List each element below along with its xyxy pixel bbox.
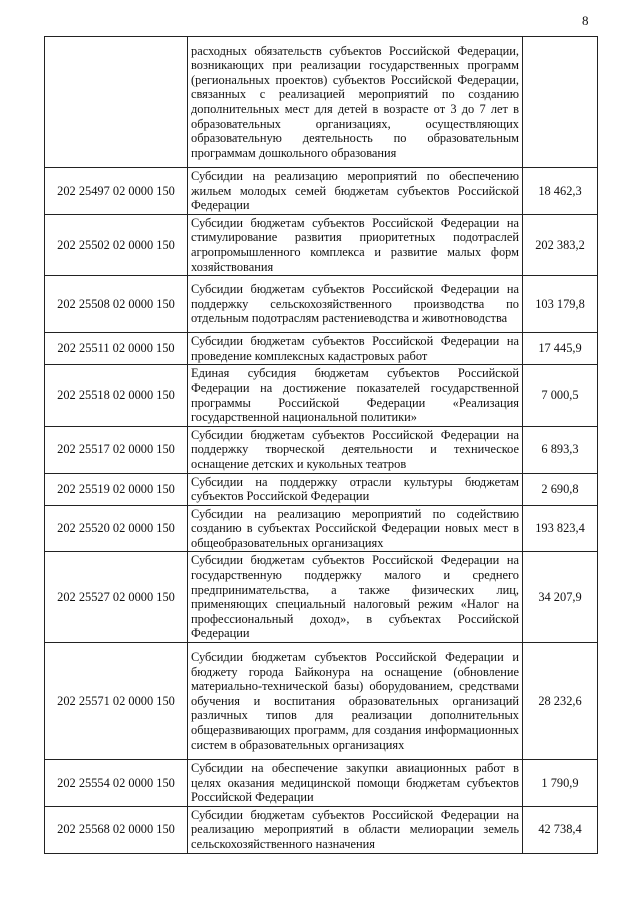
description-cell: Субсидии бюджетам субъектов Российской Федерации на государственную поддержку малого и среднего предпринимательства, а также физических лиц, применяющих специальный налоговый режим «Налог на профессиональный доход», в субъектах Российской Федерации [188,552,523,643]
amount-cell: 7 000,5 [523,365,598,426]
code-cell [45,37,188,168]
description-cell: Единая субсидия бюджетам субъектов Российской Федерации на достижение показателей государственной программы Российской Федерации «Реализация государственной национальной политики» [188,365,523,426]
code-cell: 202 25554 02 0000 150 [45,760,188,807]
amount-cell: 103 179,8 [523,276,598,333]
description-cell: расходных обязательств субъектов Российской Федерации, возникающих при реализации государственных программ (региональных проектов) субъектов Российской Федерации, связанных с реализацией мероприятий по созданию дополнительных мест для детей в возрасте от 3 до 7 лет в образовательных организациях, осуществляющих образовательную деятельность по образовательным программам дошкольного образования [188,37,523,168]
amount-cell: 18 462,3 [523,168,598,215]
table-row [45,333,598,365]
code-cell: 202 25508 02 0000 150 [45,276,188,333]
amount-cell: 2 690,8 [523,473,598,505]
description-cell: Субсидии бюджетам субъектов Российской Федерации на поддержку сельскохозяйственного производства по отдельным подотраслям растениеводства и животноводства [188,276,523,333]
amount-cell: 1 790,9 [523,760,598,807]
description-cell: Субсидии на реализацию мероприятий по содействию созданию в субъектах Российской Федерации новых мест в общеобразовательных организациях [188,505,523,552]
amount-cell: 42 738,4 [523,806,598,853]
amount-cell: 193 823,4 [523,505,598,552]
table-row [45,806,598,853]
description-cell: Субсидии бюджетам субъектов Российской Федерации на реализацию мероприятий в области мелиорации земель сельскохозяйственного назначения [188,806,523,853]
code-cell: 202 25519 02 0000 150 [45,473,188,505]
code-cell: 202 25527 02 0000 150 [45,552,188,643]
code-cell: 202 25520 02 0000 150 [45,505,188,552]
description-cell: Субсидии бюджетам субъектов Российской Федерации и бюджету города Байконура на оснащение (обновление материально-технической базы) оборудованием, средствами обучения и воспитания образовательных организаций различных типов для реализации дополнительных общеразвивающих программ, для создания информационных систем в образовательных организациях [188,643,523,760]
table-row [45,214,598,275]
amount-cell [523,37,598,168]
description-cell: Субсидии бюджетам субъектов Российской Федерации на проведение комплексных кадастровых работ [188,333,523,365]
table-row [45,643,598,760]
code-cell: 202 25571 02 0000 150 [45,643,188,760]
description-cell: Субсидии на обеспечение закупки авиационных работ в целях оказания медицинской помощи бюджетам субъектов Российской Федерации [188,760,523,807]
budget-revenue-table [44,36,598,854]
description-cell: Субсидии бюджетам субъектов Российской Федерации на поддержку творческой деятельности и техническое оснащение детских и кукольных театров [188,426,523,473]
table-row [45,426,598,473]
description-cell: Субсидии на поддержку отрасли культуры бюджетам субъектов Российской Федерации [188,473,523,505]
table-row [45,365,598,426]
code-cell: 202 25497 02 0000 150 [45,168,188,215]
table-row [45,760,598,807]
amount-cell: 34 207,9 [523,552,598,643]
amount-cell: 6 893,3 [523,426,598,473]
table-row [45,505,598,552]
page-number: 8 [582,13,589,28]
table-row [45,473,598,505]
description-cell: Субсидии на реализацию мероприятий по обеспечению жильем молодых семей бюджетам субъектов Российской Федерации [188,168,523,215]
code-cell: 202 25517 02 0000 150 [45,426,188,473]
table-body [45,37,598,854]
amount-cell: 28 232,6 [523,643,598,760]
table-row [45,37,598,168]
table-row [45,168,598,215]
description-cell: Субсидии бюджетам субъектов Российской Федерации на стимулирование развития приоритетных подотраслей агропромышленного комплекса и развитие малых форм хозяйствования [188,214,523,275]
code-cell: 202 25518 02 0000 150 [45,365,188,426]
table-row [45,276,598,333]
code-cell: 202 25568 02 0000 150 [45,806,188,853]
table-row [45,552,598,643]
code-cell: 202 25511 02 0000 150 [45,333,188,365]
amount-cell: 202 383,2 [523,214,598,275]
amount-cell: 17 445,9 [523,333,598,365]
code-cell: 202 25502 02 0000 150 [45,214,188,275]
